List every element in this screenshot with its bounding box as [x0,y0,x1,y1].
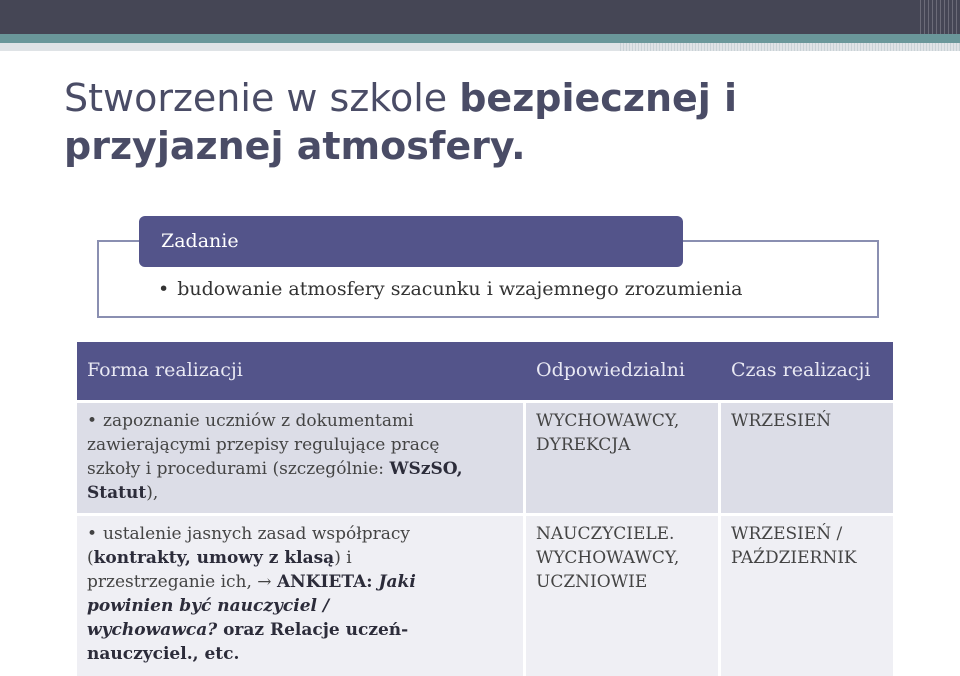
task-item [158,278,742,300]
teal-stripe [0,34,960,43]
row1-time-cell [731,409,831,433]
row2-form-line [87,546,517,570]
row2-form-line [87,594,517,618]
row1-form-line: zawierającymi przepisy regulujące pracę [87,435,440,455]
top-banner [0,0,960,34]
header-form: Forma realizacji [87,359,243,381]
row2-form-text: ( [87,548,94,568]
bullet-icon: • [158,278,170,300]
row2-form-bold-italic: Jaki [378,572,416,592]
row2-form-bold-italic: wychowawca? [87,620,224,640]
row2-form-bold: ANKIETA: [276,572,379,592]
responsible-line: DYREKCJA [536,435,631,455]
row1-form-line [87,409,517,433]
row2-form-text: przestrzeganie ich, → [87,572,277,592]
responsible-line: NAUCZYCIELE. [536,524,675,544]
row2-form-line [87,642,517,666]
row2-form-bold: nauczyciel., etc. [87,644,240,664]
row2-form-cell [87,522,517,666]
row2-form-line [87,618,517,642]
light-stripe [0,43,960,51]
row2-form-bold-italic: powinien być nauczyciel / [87,596,330,616]
page-title [64,74,924,170]
row1-form-bold: Statut [87,483,147,503]
row1-form-text: szkoły i procedurami (szczególnie: [87,459,390,479]
banner-hatch [920,0,960,34]
row2-form-text: ) i [334,548,352,568]
table-header-row [77,342,893,400]
time-line: WRZESIEŃ / [731,524,843,544]
responsible-line: WYCHOWAWCY, [536,411,680,431]
responsible-line: WYCHOWAWCY, [536,548,680,568]
column-divider [523,403,526,676]
row2-time-cell [731,522,857,570]
stripe-hatch [620,43,960,51]
row1-form-text: ), [146,483,159,503]
row2-form-text: ustalenie jasnych zasad współpracy [103,524,410,544]
time-line: WRZESIEŃ [731,411,832,431]
row1-form-text: zapoznanie uczniów z dokumentami [103,411,414,431]
header-time: Czas realizacji [731,359,871,381]
row2-form-bold: kontrakty, umowy z klasą [93,548,335,568]
row1-form-line [87,481,517,505]
row2-form-bold: oraz Relacje uczeń- [223,620,409,640]
header-responsible: Odpowiedzialni [536,359,685,381]
row2-form-line [87,522,517,546]
row1-form-bold: WSzSO, [389,459,463,479]
title-bold: bezpiecznej i przyjaznej atmosfery. [64,76,738,168]
column-divider [718,403,721,676]
row2-responsible-cell [536,522,679,594]
task-item-text: budowanie atmosfery szacunku i wzajemnego zrozumienia [177,278,743,300]
title-normal: Stworzenie w szkole [64,76,460,120]
responsible-line: UCZNIOWIE [536,572,648,592]
row1-form-cell [87,409,517,505]
task-header: Zadanie [139,216,683,267]
row1-responsible-cell [536,409,679,457]
row2-form-line [87,570,517,594]
bullet-icon: • [87,411,98,431]
time-line: PAŹDZIERNIK [731,548,857,568]
bullet-icon: • [87,524,98,544]
row1-form-line [87,457,517,481]
